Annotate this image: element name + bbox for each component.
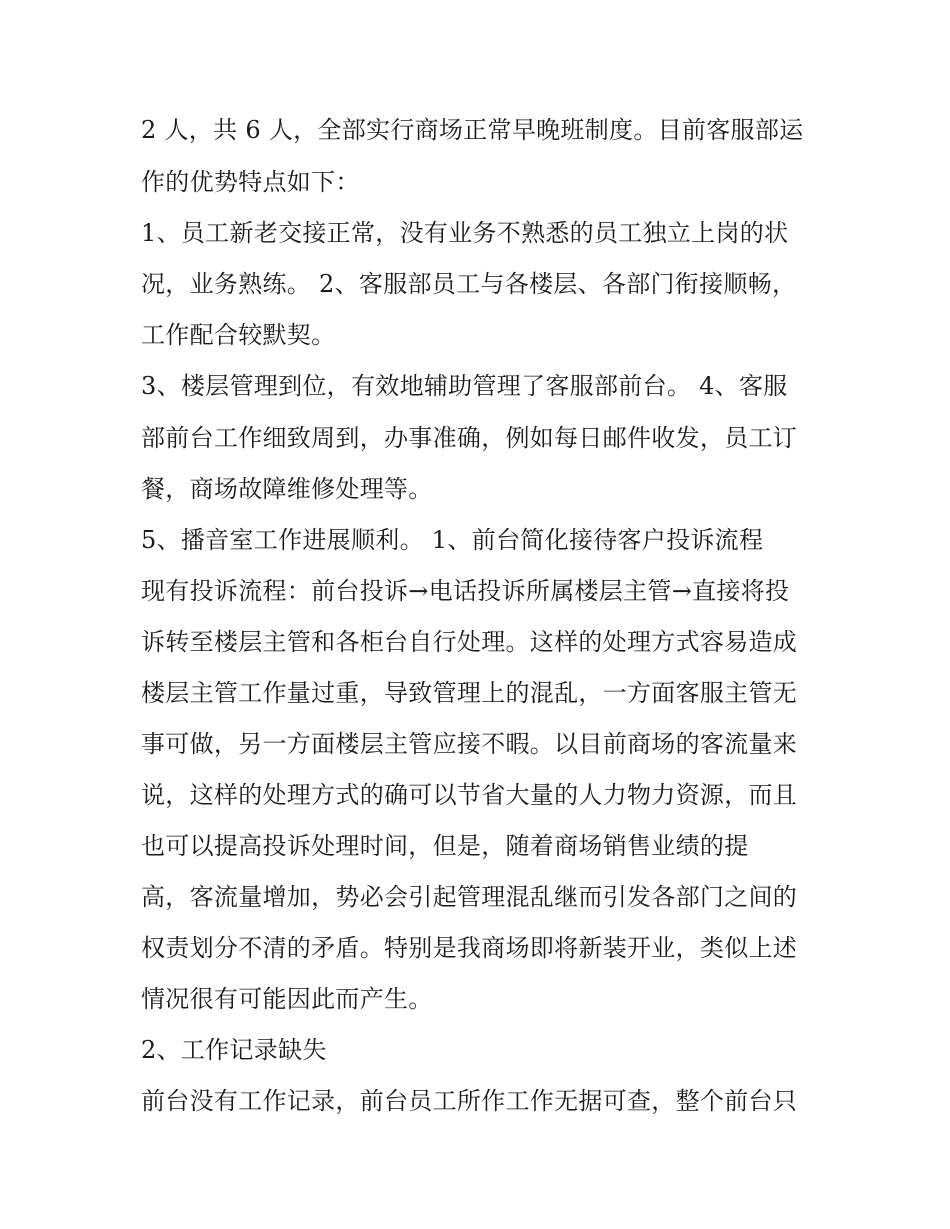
text-line: 5、播音室工作进展顺利。 1、前台简化接待客户投诉流程 — [141, 526, 764, 554]
text-line: 1、员工新老交接正常，没有业务不熟悉的员工独立上岗的状 — [141, 219, 789, 247]
text-line: 3、楼层管理到位，有效地辅助管理了客服部前台。 4、客服 — [141, 372, 788, 400]
text-line: 前台没有工作记录，前台员工所作工作无据可查，整个前台只 — [141, 1087, 798, 1115]
text-line: 事可做，另一方面楼层主管应接不暇。以目前商场的客流量来 — [141, 730, 798, 758]
text-line: 权责划分不清的矛盾。特别是我商场即将新装开业，类似上述 — [141, 934, 798, 962]
text-line: 餐，商场故障维修处理等。 — [141, 475, 433, 503]
text-line: 说，这样的处理方式的确可以节省大量的人力物力资源，而且 — [141, 781, 798, 809]
text-line: 作的优势特点如下： — [141, 168, 360, 196]
text-line: 工作配合较默契。 — [141, 321, 336, 349]
text-line: 也可以提高投诉处理时间，但是，随着商场销售业绩的提 — [141, 832, 749, 860]
text-line: 情况很有可能因此而产生。 — [141, 985, 433, 1013]
text-line: 部前台工作细致周到，办事准确，例如每日邮件收发，员工订 — [141, 424, 798, 452]
text-line: 现有投诉流程：前台投诉→电话投诉所属楼层主管→直接将投 — [141, 577, 790, 605]
text-line: 诉转至楼层主管和各柜台自行处理。这样的处理方式容易造成 — [141, 628, 798, 656]
text-line: 况，业务熟练。 2、客服部员工与各楼层、各部门衔接顺畅， — [141, 270, 797, 298]
text-line: 高，客流量增加，势必会引起管理混乱继而引发各部门之间的 — [141, 883, 798, 911]
text-line: 2、工作记录缺失 — [141, 1036, 327, 1064]
text-line: 楼层主管工作量过重，导致管理上的混乱，一方面客服主管无 — [141, 679, 798, 707]
text-line: 2 人，共 6 人，全部实行商场正常早晚班制度。目前客服部运 — [141, 116, 804, 144]
